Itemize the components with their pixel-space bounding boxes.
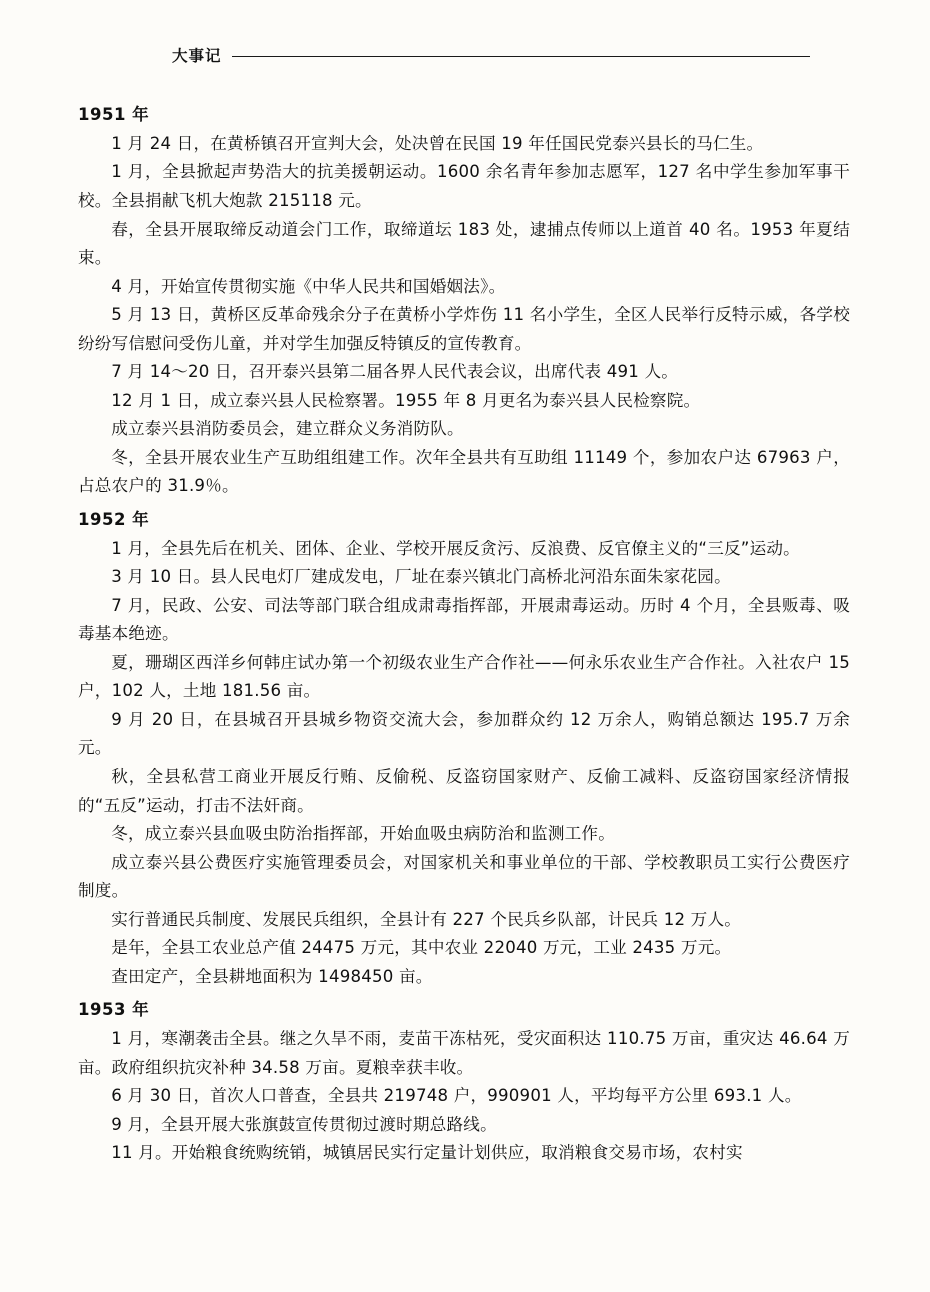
paragraph: 是年，全县工农业总产值 24475 万元，其中农业 22040 万元，工业 2435 万元。 <box>111 938 732 958</box>
section-year-heading: 1953 年 <box>78 1000 150 1020</box>
paragraph: 4 月，开始宣传贯彻实施《中华人民共和国婚姻法》。 <box>111 276 506 296</box>
page-running-head <box>172 44 810 66</box>
paragraph: 5 月 13 日，黄桥区反革命残余分子在黄桥小学炸伤 11 名小学生，全区人民举行反特示威，各学校纷纷写信慰问受伤儿童，并对学生加强反特镇反的宣传教育。 <box>78 305 850 353</box>
running-head-title: 大事记 <box>172 47 222 65</box>
paragraph: 冬，成立泰兴县血吸虫防治指挥部，开始血吸虫病防治和监测工作。 <box>111 824 615 844</box>
paragraph: 成立泰兴县消防委员会，建立群众义务消防队。 <box>111 419 464 439</box>
paragraph: 7 月 14～20 日，召开泰兴县第二届各界人民代表会议，出席代表 491 人。 <box>111 362 679 382</box>
paragraph: 夏，珊瑚区西洋乡何韩庄试办第一个初级农业生产合作社——何永乐农业生产合作社。入社农户 15 户，102 人，土地 181.56 亩。 <box>78 652 850 701</box>
section-year-heading: 1951 年 <box>78 105 150 124</box>
header-rule <box>232 56 810 57</box>
paragraph: 12 月 1 日，成立泰兴县人民检察署。1955 年 8 月更名为泰兴县人民检察院。 <box>111 390 701 410</box>
paragraph: 1 月，寒潮袭击全县。继之久旱不雨，麦苗干冻枯死，受灾面积达 110.75 万亩，重灾达 46.64 万亩。政府组织抗灾补种 34.58 万亩。夏粮幸获丰收。 <box>78 1029 850 1077</box>
paragraph: 7 月，民政、公安、司法等部门联合组成肃毒指挥部，开展肃毒运动。历时 4 个月，全县贩毒、吸毒基本绝迹。 <box>78 595 850 644</box>
paragraph: 11 月。开始粮食统购统销，城镇居民实行定量计划供应，取消粮食交易市场，农村实 <box>111 1143 743 1163</box>
paragraph: 成立泰兴县公费医疗实施管理委员会，对国家机关和事业单位的干部、学校教职员工实行公费医疗制度。 <box>78 852 850 901</box>
paragraph: 3 月 10 日。县人民电灯厂建成发电，厂址在泰兴镇北门高桥北河沿东面朱家花园。 <box>111 567 731 587</box>
paragraph: 1 月 24 日，在黄桥镇召开宣判大会，处决曾在民国 19 年任国民党泰兴县长的马仁生。 <box>111 133 764 153</box>
document-body <box>78 96 850 1168</box>
paragraph: 查田定产，全县耕地面积为 1498450 亩。 <box>111 966 433 986</box>
paragraph: 6 月 30 日，首次人口普查，全县共 219748 户，990901 人，平均每平方公里 693.1 人。 <box>111 1086 802 1106</box>
section-year-heading: 1952 年 <box>78 509 150 529</box>
paragraph: 实行普通民兵制度、发展民兵组织，全县计有 227 个民兵乡队部，计民兵 12 万人。 <box>111 909 742 929</box>
paragraph: 9 月 20 日，在县城召开县城乡物资交流大会，参加群众约 12 万余人，购销总额达 195.7 万余元。 <box>78 709 850 758</box>
paragraph: 秋，全县私营工商业开展反行贿、反偷税、反盗窃国家财产、反偷工减料、反盗窃国家经济情报的“五反”运动，打击不法奸商。 <box>78 767 850 815</box>
paragraph: 冬，全县开展农业生产互助组组建工作。次年全县共有互助组 11149 个，参加农户达 67963 户，占总农户的 31.9％。 <box>78 447 850 496</box>
paragraph: 9 月，全县开展大张旗鼓宣传贯彻过渡时期总路线。 <box>111 1114 497 1134</box>
paragraph: 1 月，全县掀起声势浩大的抗美援朝运动。1600 余名青年参加志愿军，127 名中学生参加军事干校。全县捐献飞机大炮款 215118 元。 <box>78 162 850 210</box>
paragraph: 1 月，全县先后在机关、团体、企业、学校开展反贪污、反浪费、反官僚主义的“三反”运动。 <box>111 538 800 558</box>
paragraph: 春，全县开展取缔反动道会门工作，取缔道坛 183 处，逮捕点传师以上道首 40 名。1953 年夏结束。 <box>78 219 850 268</box>
